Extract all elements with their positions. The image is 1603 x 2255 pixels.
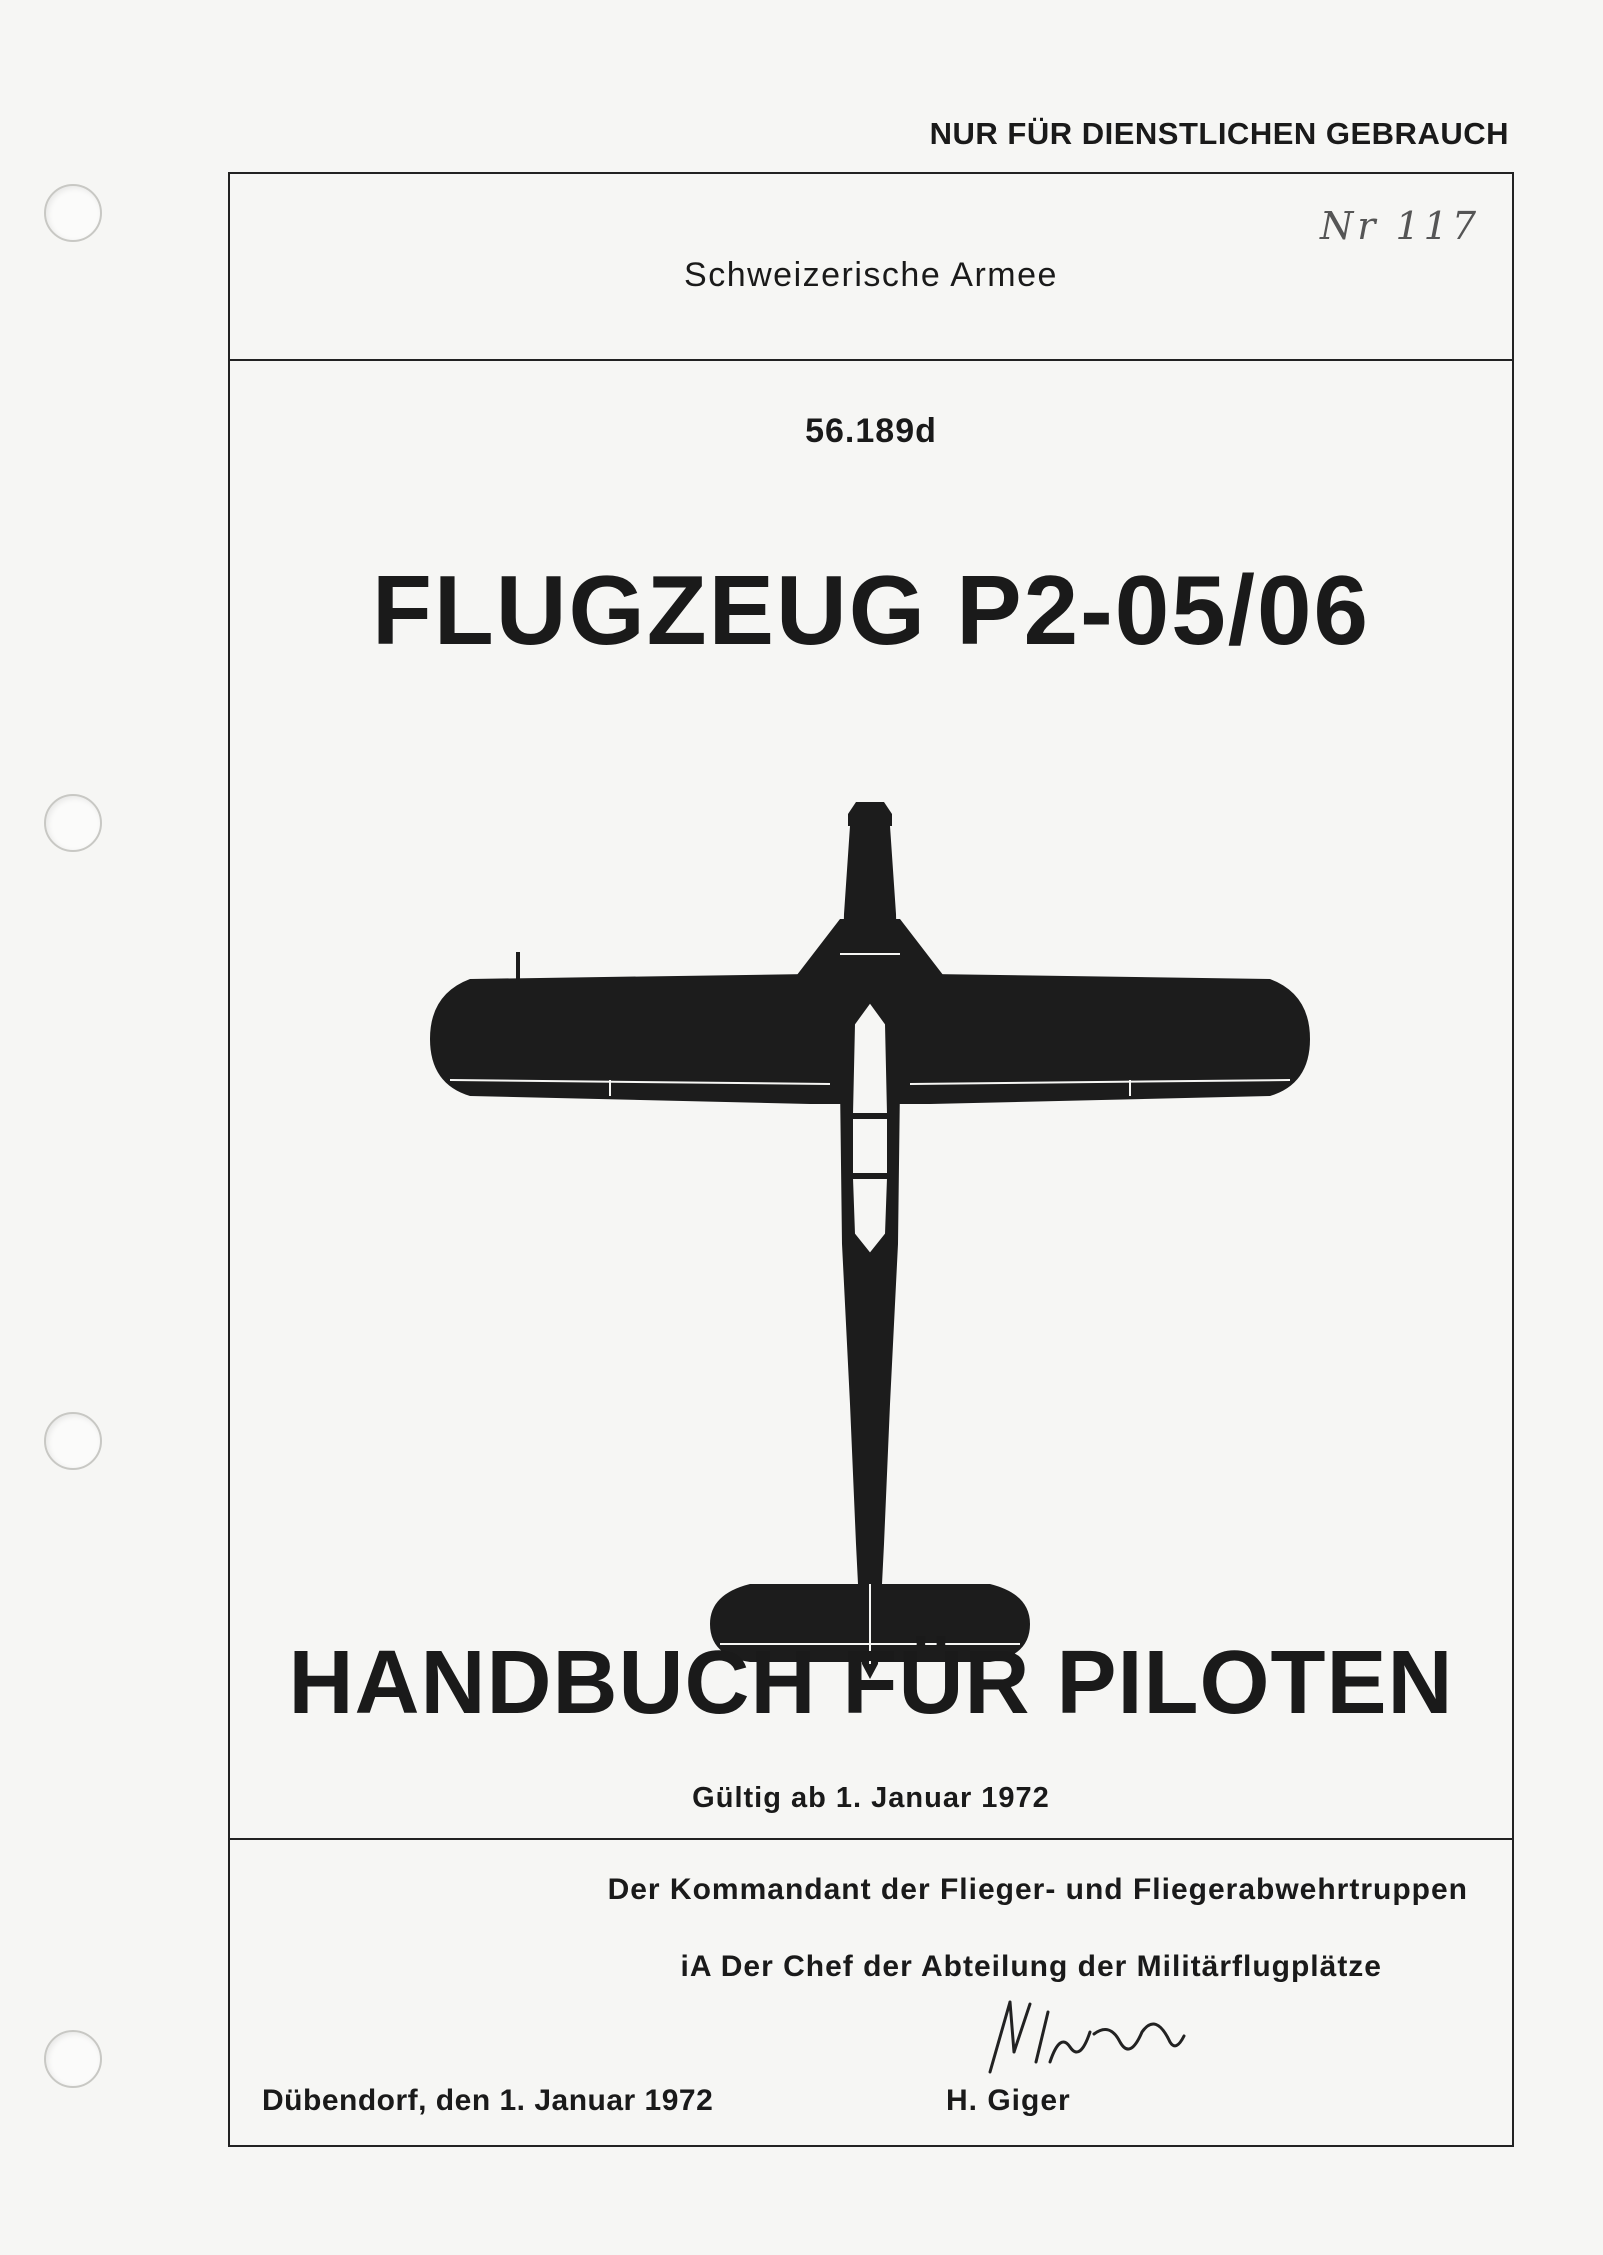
issuer-name: Schweizerische Armee — [684, 256, 1058, 294]
validity-date: Gültig ab 1. Januar 1972 — [692, 1782, 1050, 1814]
signer-name: H. Giger — [946, 2084, 1071, 2117]
cover-frame — [228, 172, 1514, 2147]
classification-label: NUR FÜR DIENSTLICHEN GEBRAUCH — [929, 116, 1509, 151]
punch-hole-2 — [44, 794, 102, 852]
issuer-section — [230, 174, 1512, 361]
aircraft-icon — [430, 784, 1310, 1694]
document-number: 56.189d — [805, 412, 937, 450]
place-and-date: Dübendorf, den 1. Januar 1972 — [262, 2084, 714, 2117]
punch-hole-3 — [44, 1412, 102, 1470]
punch-hole-1 — [44, 184, 102, 242]
copy-number: Nr 117 — [1319, 204, 1480, 248]
authority-line-2: iA Der Chef der Abteilung der Militärflugplätze — [680, 1950, 1382, 1983]
handwritten-signature — [970, 1992, 1200, 2082]
authority-line-1: Der Kommandant der Flieger- und Fliegerabwehrtruppen — [607, 1873, 1468, 1906]
punch-hole-4 — [44, 2030, 102, 2088]
manual-title: HANDBUCH FÜR PILOTEN — [288, 1633, 1454, 1733]
document-title: FLUGZEUG P2-05/06 — [372, 555, 1370, 665]
